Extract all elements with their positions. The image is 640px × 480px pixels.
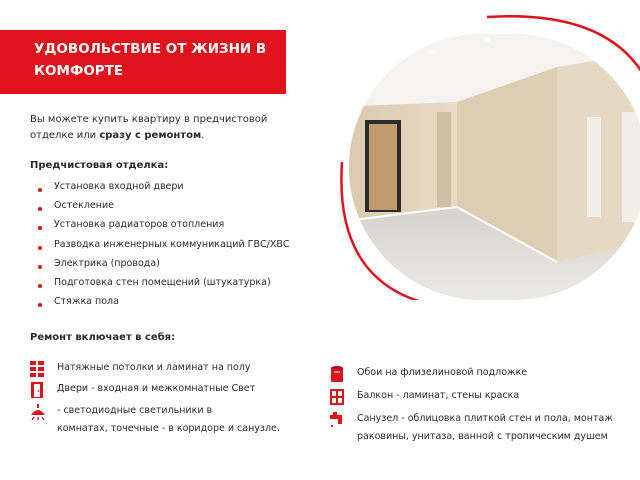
intro-line-2-suffix: . (201, 130, 205, 141)
balcony-window-icon (330, 389, 344, 405)
bullet-dot-icon (38, 226, 42, 230)
apartment-interior-illustration (337, 12, 640, 300)
intro-line-2 (30, 128, 270, 144)
feature-text: Натяжные потолки и ламинат на полу (57, 362, 251, 373)
renovation-title: Ремонт включает в себя: (30, 332, 176, 343)
intro-text (30, 112, 270, 144)
feature-text-line-2: раковины, унитаза, ванной с тропическим душем (357, 431, 608, 442)
apartment-photo (337, 12, 640, 300)
list-item-text: Установка радиаторов отопления (54, 219, 225, 231)
title-banner (0, 30, 286, 94)
list-item-text: Остекление (54, 200, 114, 212)
list-item-text: Подготовка стен помещений (штукатурка) (54, 276, 271, 288)
feature-text-line-1: - светодиодные светильники в (57, 405, 213, 416)
bullet-dot-icon (38, 207, 42, 211)
feature-bathroom (330, 410, 613, 446)
list-item-text: Установка входной двери (54, 181, 184, 192)
list-item (38, 293, 289, 312)
floor-tiles-icon (30, 361, 44, 377)
list-item-text: Электрика (провода) (54, 257, 160, 269)
list-item-text: Стяжка пола (54, 296, 119, 308)
bullet-dot-icon (38, 188, 42, 192)
feature-text: Обои на флизелиновой подложке (357, 367, 528, 378)
feature-wallpaper (330, 364, 527, 382)
list-item (38, 236, 289, 255)
bullet-dot-icon (38, 284, 42, 288)
list-item (38, 197, 289, 216)
feature-ceilings-floor (30, 359, 251, 377)
door-icon (30, 382, 44, 398)
bullet-dot-icon (38, 246, 42, 250)
banner-title-line-2: КОМФОРТЕ (34, 63, 124, 79)
bullet-dot-icon (38, 265, 42, 269)
feature-text: Двери - входная и межкомнатные Свет (57, 383, 256, 394)
banner-title-line-1: УДОВОЛЬСТВИЕ ОТ ЖИЗНИ В (34, 41, 267, 57)
bullet-dot-icon (38, 303, 42, 307)
list-item (38, 216, 289, 235)
prefinish-title: Предчистовая отделка: (30, 160, 169, 171)
list-item (38, 274, 289, 293)
wallpaper-roll-icon (330, 366, 344, 382)
faucet-icon (330, 412, 345, 428)
feature-balcony (330, 387, 519, 405)
feature-text-line-2: комнатах, точечные - в коридоре и санузле. (57, 423, 280, 434)
list-item-text: Разводка инженерных коммуникаций ГВС/ХВС (54, 238, 290, 250)
feature-text-line-1: Санузел - облицовка плиткой стен и пола, монтаж (357, 413, 613, 424)
intro-line-1: Вы можете купить квартиру в предчистовой (30, 114, 268, 125)
feature-lighting (30, 402, 280, 438)
list-item (38, 178, 289, 197)
intro-highlight: сразу с ремонтом (99, 130, 202, 141)
lamp-icon (30, 404, 46, 420)
intro-line-2-prefix: отделке или (30, 130, 100, 141)
feature-text: Балкон - ламинат, стены краска (357, 390, 520, 401)
feature-doors (30, 380, 255, 398)
list-item (38, 255, 289, 274)
prefinish-list (38, 178, 289, 312)
